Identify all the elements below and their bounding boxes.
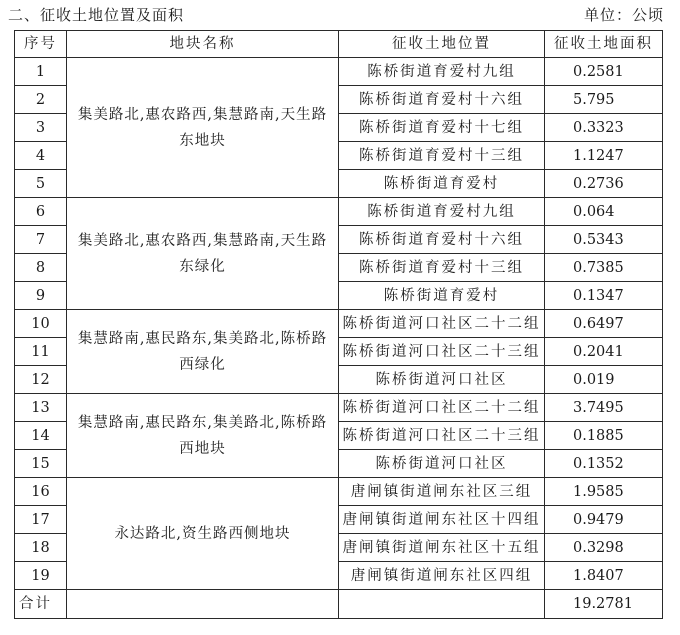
row-location: 陈桥街道育爱村	[339, 170, 545, 198]
row-area: 3.7495	[545, 394, 663, 422]
row-location: 陈桥街道育爱村九组	[339, 58, 545, 86]
row-area: 0.3323	[545, 114, 663, 142]
row-area: 0.019	[545, 366, 663, 394]
row-seq: 3	[15, 114, 67, 142]
plot-name-cell: 集美路北,惠农路西,集慧路南,天生路东地块	[67, 58, 339, 198]
row-seq: 11	[15, 338, 67, 366]
total-label: 合计	[15, 590, 67, 619]
row-location: 陈桥街道河口社区二十三组	[339, 338, 545, 366]
table-row	[15, 58, 663, 86]
row-seq: 17	[15, 506, 67, 534]
row-seq: 18	[15, 534, 67, 562]
row-location: 唐闸镇街道闸东社区三组	[339, 478, 545, 506]
unit-label: 单位：公顷	[583, 6, 664, 24]
land-table	[14, 30, 663, 619]
row-location: 陈桥街道河口社区	[339, 450, 545, 478]
row-location: 陈桥街道育爱村十六组	[339, 226, 545, 254]
row-area: 0.1352	[545, 450, 663, 478]
header-name: 地块名称	[67, 31, 339, 58]
row-seq: 8	[15, 254, 67, 282]
row-seq: 1	[15, 58, 67, 86]
row-seq: 13	[15, 394, 67, 422]
section-heading: 二、征收土地位置及面积	[8, 6, 185, 24]
row-area: 1.1247	[545, 142, 663, 170]
row-seq: 2	[15, 86, 67, 114]
row-area: 0.9479	[545, 506, 663, 534]
row-seq: 9	[15, 282, 67, 310]
row-location: 陈桥街道育爱村十三组	[339, 142, 545, 170]
row-area: 1.9585	[545, 478, 663, 506]
header-seq: 序号	[15, 31, 67, 58]
row-area: 0.1347	[545, 282, 663, 310]
row-seq: 5	[15, 170, 67, 198]
table-row	[15, 478, 663, 506]
row-area: 0.3298	[545, 534, 663, 562]
header-location: 征收土地位置	[339, 31, 545, 58]
table-header-row	[15, 31, 663, 58]
row-seq: 4	[15, 142, 67, 170]
header-area: 征收土地面积	[545, 31, 663, 58]
row-seq: 19	[15, 562, 67, 590]
row-seq: 15	[15, 450, 67, 478]
row-seq: 16	[15, 478, 67, 506]
row-location: 陈桥街道育爱村九组	[339, 198, 545, 226]
row-seq: 12	[15, 366, 67, 394]
total-row	[15, 590, 663, 619]
row-location: 陈桥街道育爱村十六组	[339, 86, 545, 114]
row-area: 0.064	[545, 198, 663, 226]
row-area: 1.8407	[545, 562, 663, 590]
row-area: 0.7385	[545, 254, 663, 282]
table-row	[15, 198, 663, 226]
row-area: 0.6497	[545, 310, 663, 338]
row-location: 唐闸镇街道闸东社区十五组	[339, 534, 545, 562]
row-location: 陈桥街道河口社区	[339, 366, 545, 394]
plot-name-cell: 永达路北,资生路西侧地块	[67, 478, 339, 590]
row-area: 0.2581	[545, 58, 663, 86]
row-location: 陈桥街道河口社区二十三组	[339, 422, 545, 450]
row-location: 陈桥街道育爱村十三组	[339, 254, 545, 282]
total-area: 19.2781	[545, 590, 663, 619]
row-seq: 10	[15, 310, 67, 338]
total-name-empty	[67, 590, 339, 619]
row-location: 陈桥街道育爱村十七组	[339, 114, 545, 142]
plot-name-cell: 集慧路南,惠民路东,集美路北,陈桥路西地块	[67, 394, 339, 478]
row-location: 陈桥街道育爱村	[339, 282, 545, 310]
row-area: 0.2041	[545, 338, 663, 366]
row-seq: 14	[15, 422, 67, 450]
table-row	[15, 394, 663, 422]
row-location: 唐闸镇街道闸东社区四组	[339, 562, 545, 590]
row-area: 0.5343	[545, 226, 663, 254]
row-location: 唐闸镇街道闸东社区十四组	[339, 506, 545, 534]
row-location: 陈桥街道河口社区二十二组	[339, 310, 545, 338]
row-area: 5.795	[545, 86, 663, 114]
total-location-empty	[339, 590, 545, 619]
row-area: 0.2736	[545, 170, 663, 198]
row-seq: 7	[15, 226, 67, 254]
row-area: 0.1885	[545, 422, 663, 450]
plot-name-cell: 集美路北,惠农路西,集慧路南,天生路东绿化	[67, 198, 339, 310]
row-location: 陈桥街道河口社区二十二组	[339, 394, 545, 422]
row-seq: 6	[15, 198, 67, 226]
plot-name-cell: 集慧路南,惠民路东,集美路北,陈桥路西绿化	[67, 310, 339, 394]
table-row	[15, 310, 663, 338]
